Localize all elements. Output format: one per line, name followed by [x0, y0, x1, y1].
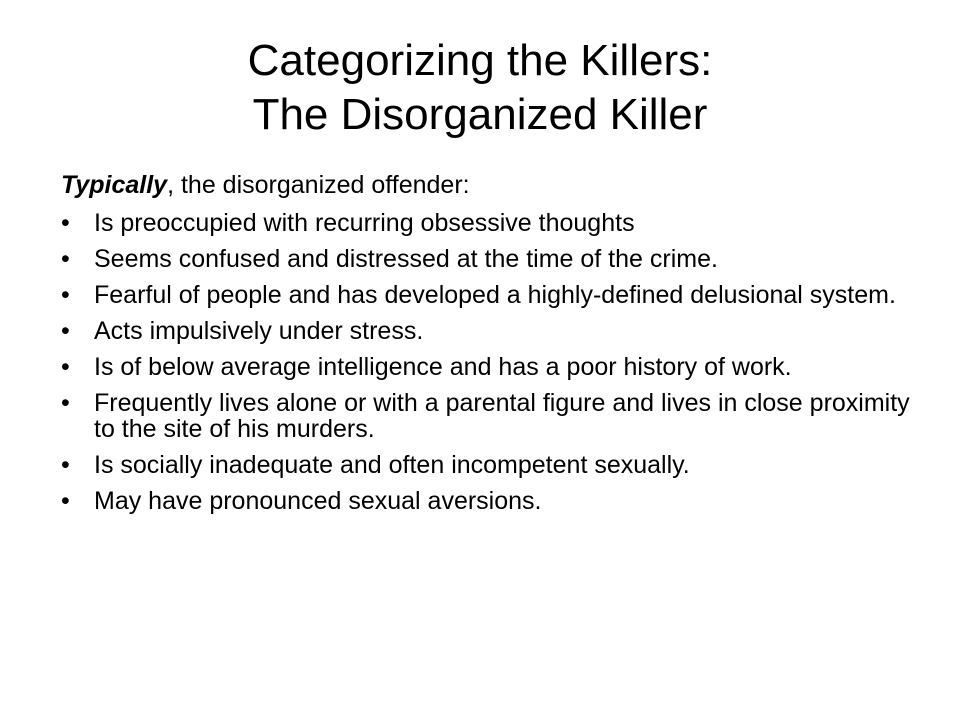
slide-body [61, 170, 921, 524]
list-item [61, 390, 921, 442]
bullet-icon: • [61, 317, 70, 345]
intro-rest: , the disorganized offender: [167, 171, 470, 199]
bullet-icon: • [61, 209, 70, 237]
bullet-icon: • [61, 487, 70, 515]
bullet-text: Acts impulsively under stress. [94, 317, 424, 345]
bullet-text: May have pronounced sexual aversions. [94, 487, 542, 515]
bullet-icon: • [61, 245, 70, 273]
bullet-text: Is socially inadequate and often incompetent sexually. [94, 451, 690, 479]
bullet-text: Seems confused and distressed at the time of the crime. [94, 245, 718, 273]
slide-title [0, 34, 960, 142]
list-item [61, 452, 921, 478]
bullet-icon: • [61, 353, 70, 381]
list-item [61, 282, 921, 308]
list-item [61, 354, 921, 380]
list-item [61, 246, 921, 272]
bullet-icon: • [61, 281, 70, 309]
bullet-list [61, 210, 921, 514]
bullet-icon: • [61, 451, 70, 479]
bullet-text: Frequently lives alone or with a parental figure and lives in close proximity to the site of his murders. [94, 389, 910, 443]
title-line-1: Categorizing the Killers: [247, 36, 713, 85]
bullet-text: Is of below average intelligence and has a poor history of work. [94, 353, 792, 381]
bullet-icon: • [61, 389, 70, 417]
bullet-text: Is preoccupied with recurring obsessive thoughts [94, 209, 635, 237]
intro-text [61, 170, 921, 200]
bullet-text: Fearful of people and has developed a highly-defined delusional system. [94, 281, 896, 309]
list-item [61, 318, 921, 344]
list-item [61, 210, 921, 236]
intro-emphasis: Typically [61, 171, 168, 199]
list-item [61, 488, 921, 514]
title-line-2: The Disorganized Killer [252, 90, 708, 139]
